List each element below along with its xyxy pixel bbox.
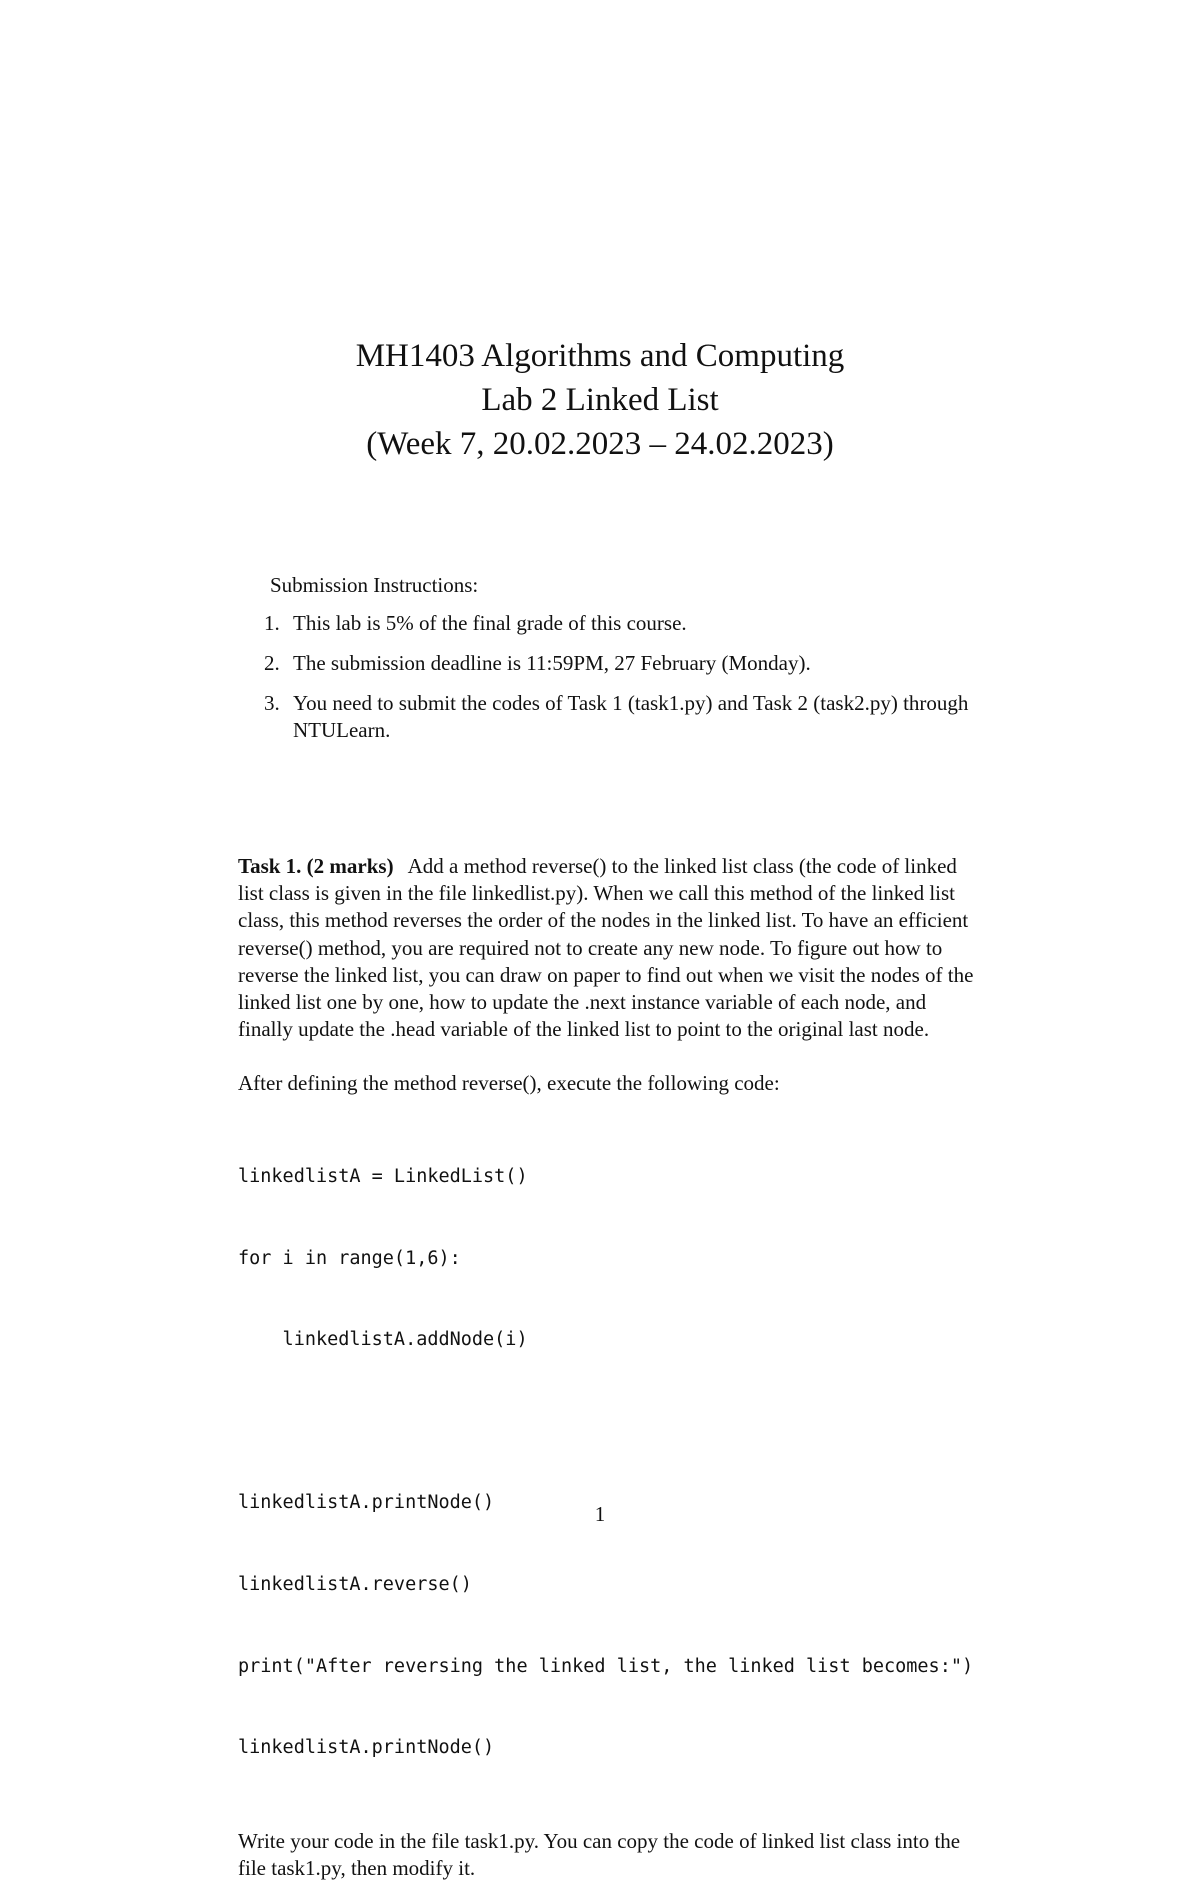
code-block bbox=[238, 1109, 978, 1816]
task-1-paragraph-1 bbox=[238, 853, 978, 1043]
document-title bbox=[0, 334, 1200, 466]
submission-list bbox=[264, 610, 990, 744]
lab-dates: (Week 7, 20.02.2023 – 24.02.2023) bbox=[366, 426, 834, 462]
list-item-number: 3. bbox=[264, 691, 280, 715]
task-1-section bbox=[238, 853, 978, 1882]
code-line: linkedlistA = LinkedList() bbox=[238, 1166, 528, 1188]
submission-heading: Submission Instructions: bbox=[270, 573, 479, 597]
task-1-label: Task 1. (2 marks) bbox=[238, 854, 394, 878]
list-item bbox=[264, 650, 990, 677]
list-item-number: 2. bbox=[264, 651, 280, 675]
task-1-paragraph-3: Write your code in the file task1.py. You can copy the code of linked list class into the file task1.py, then modify it. bbox=[238, 1828, 961, 1880]
list-item-text: This lab is 5% of the final grade of this course. bbox=[293, 611, 687, 635]
course-title: MH1403 Algorithms and Computing bbox=[355, 338, 845, 374]
code-line: linkedlistA.addNode(i) bbox=[238, 1329, 528, 1351]
list-item-text: You need to submit the codes of Task 1 (task1.py) and Task 2 (task2.py) through NTULearn. bbox=[293, 691, 969, 742]
task-1-paragraph-2: After defining the method reverse(), execute the following code: bbox=[238, 1071, 780, 1096]
list-item bbox=[264, 610, 990, 637]
page-number: 1 bbox=[594, 1502, 606, 1526]
code-line bbox=[238, 1408, 978, 1435]
code-line: linkedlistA.reverse() bbox=[238, 1574, 472, 1595]
list-item-text: The submission deadline is 11:59PM, 27 February (Monday). bbox=[293, 651, 811, 675]
lab-title: Lab 2 Linked List bbox=[481, 382, 719, 418]
code-line: print("After reversing the linked list, the linked list becomes:") bbox=[238, 1655, 974, 1677]
code-line: linkedlistA.printNode() bbox=[238, 1737, 495, 1759]
list-item bbox=[264, 690, 990, 744]
code-line: for i in range(1,6): bbox=[238, 1247, 461, 1269]
submission-instructions bbox=[264, 572, 990, 757]
task-1-description: Add a method reverse() to the linked list class (the code of linked list class is given in the file linkedlist.py). When we call this method of the linked list class, this method reverses the order of the nodes in the linked list. To have an efficient reverse() method, you are required not to create any new node. To figure out how to reverse the linked list, you can draw on paper to find out when we visit the nodes of the linked list one by one, how to update the .next instance variable of each node, and finally update the .head variable of the linked list to point to the original last node. bbox=[238, 854, 974, 1042]
code-line: linkedlistA.printNode() bbox=[238, 1492, 495, 1514]
list-item-number: 1. bbox=[264, 611, 280, 635]
